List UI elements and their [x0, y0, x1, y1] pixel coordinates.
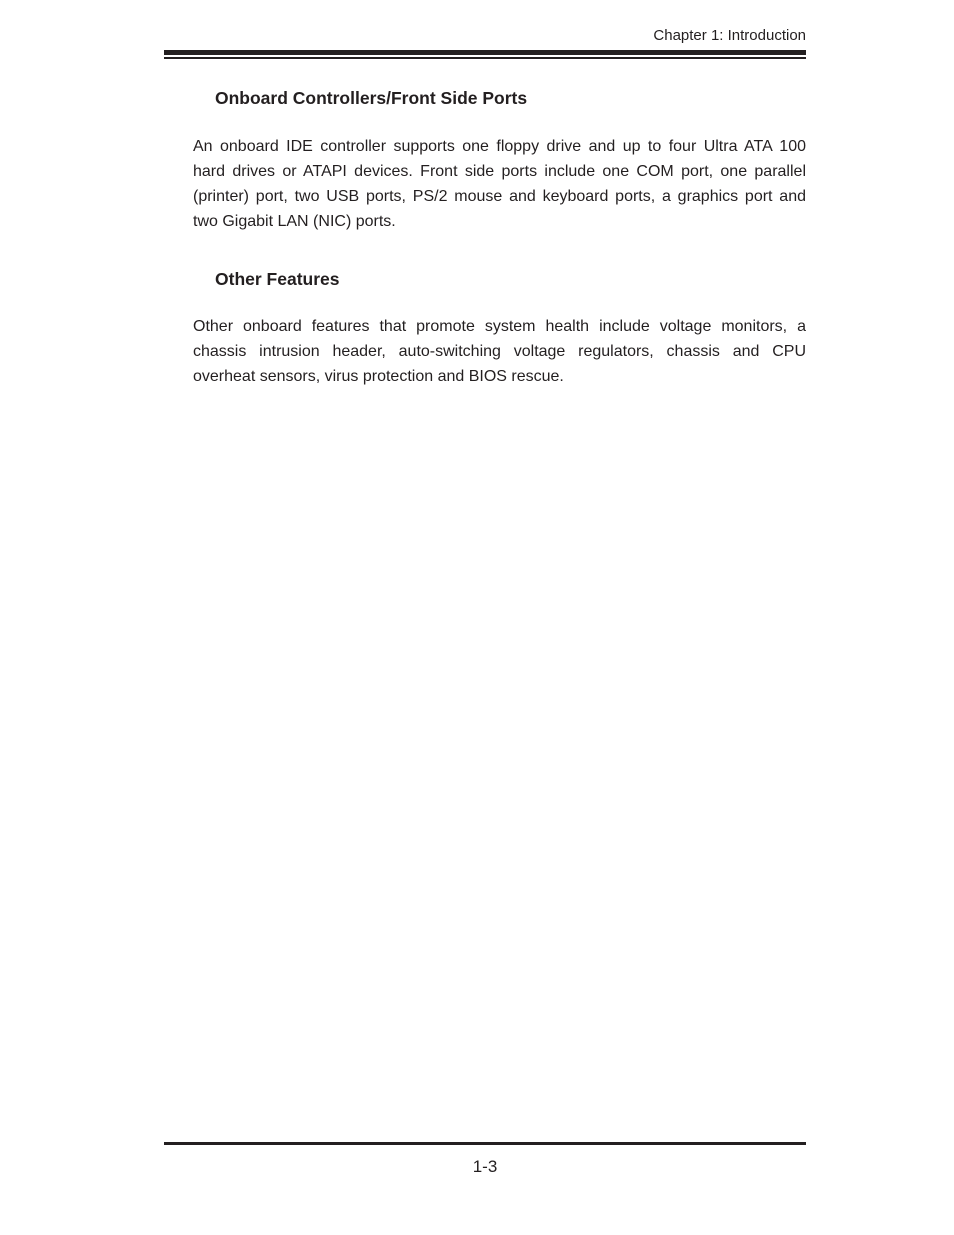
section-heading-onboard-controllers: Onboard Controllers/Front Side Ports: [215, 88, 528, 108]
header-rule-thin: [164, 57, 806, 59]
header-rule-thick: [164, 50, 806, 55]
text-line: two Gigabit LAN (NIC) ports.: [193, 213, 396, 230]
footer-rule: [164, 1142, 806, 1145]
section-heading-other-features: Other Features: [215, 269, 340, 289]
paragraph-other-features: [193, 314, 806, 389]
text-line: Other onboard features that promote system health include voltage monitors, a: [193, 318, 806, 335]
paragraph-onboard-controllers: [193, 134, 806, 234]
text-line: hard drives or ATAPI devices. Front side ports include one COM port, one parallel: [193, 163, 806, 180]
text-line: (printer) port, two USB ports, PS/2 mouse and keyboard ports, a graphics port and: [193, 188, 806, 205]
text-line: An onboard IDE controller supports one floppy drive and up to four Ultra ATA 100: [193, 138, 806, 155]
page-number: 1-3: [472, 1157, 498, 1176]
text-line: chassis intrusion header, auto-switching voltage regulators, chassis and CPU: [193, 343, 806, 360]
text-line: overheat sensors, virus protection and BIOS rescue.: [193, 368, 564, 385]
running-header: Chapter 1: Introduction: [653, 27, 806, 44]
